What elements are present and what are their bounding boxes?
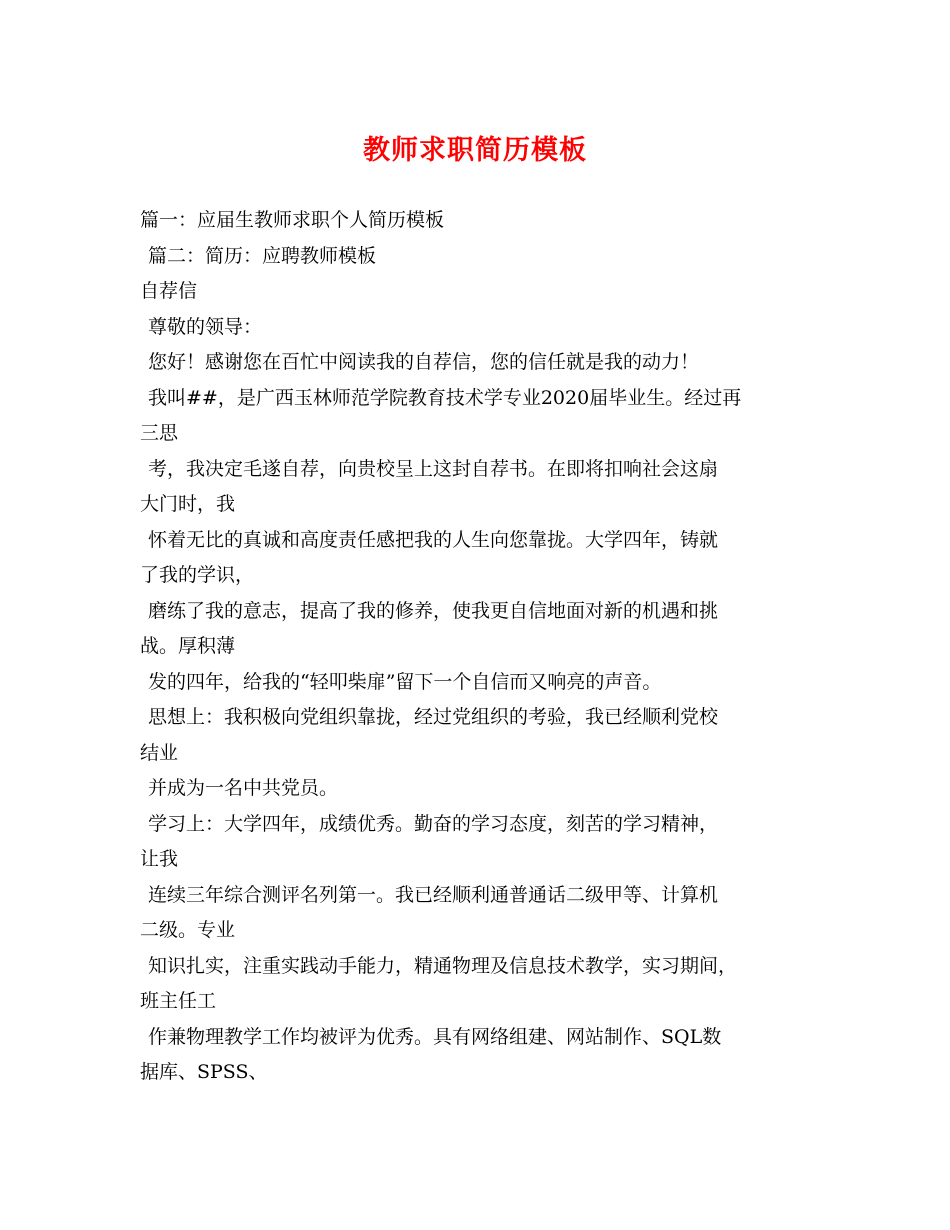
body-line: 据库、SPSS、 xyxy=(140,1061,268,1083)
body-line: 您好！感谢您在百忙中阅读我的自荐信，您的信任就是我的动力！ xyxy=(148,351,700,373)
body-line: 大门时，我 xyxy=(140,493,236,515)
body-line: 尊敬的领导： xyxy=(148,315,263,338)
body-line: 考，我决定毛遂自荐，向贵校呈上这封自荐书。在即将扣响社会这扇 xyxy=(148,457,719,480)
body-line: 让我 xyxy=(140,848,179,870)
body-line: 自荐信 xyxy=(140,280,198,302)
body-line: 怀着无比的真诚和高度责任感把我的人生向您靠拢。大学四年，铸就 xyxy=(148,528,719,551)
body-line: 三思 xyxy=(140,422,179,444)
body-line: 并成为一名中共党员。 xyxy=(148,777,339,799)
body-line: 发的四年，给我的“轻叩柴扉”留下一个自信而又响亮的声音。 xyxy=(148,670,662,693)
body-line: 结业 xyxy=(140,741,179,764)
body-line: 学习上：大学四年，成绩优秀。勤奋的学习态度，刻苦的学习精神， xyxy=(148,812,719,835)
document-title: 教师求职简历模板 xyxy=(363,135,587,166)
document-body xyxy=(140,203,830,1091)
body-line: 作兼物理教学工作均被评为优秀。具有网络组建、网站制作、SQL数 xyxy=(148,1025,722,1048)
body-line: 知识扎实，注重实践动手能力，精通物理及信息技术教学，实习期间， xyxy=(148,954,738,977)
body-line: 篇二：简历：应聘教师模板 xyxy=(148,244,377,267)
body-line: 连续三年综合测评名列第一。我已经顺利通普通话二级甲等、计算机 xyxy=(148,883,719,906)
body-line: 篇一：应届生教师求职个人简历模板 xyxy=(140,209,445,231)
body-line: 了我的学识， xyxy=(140,564,255,586)
body-line: 思想上：我积极向党组织靠拢，经过党组织的考验，我已经顺利党校 xyxy=(148,706,719,728)
body-line: 我叫##，是广西玉林师范学院教育技术学专业2020届毕业生。经过再 xyxy=(148,386,742,409)
body-line: 磨练了我的意志，提高了我的修养，使我更自信地面对新的机遇和挑 xyxy=(148,599,719,622)
body-line: 二级。专业 xyxy=(140,919,236,941)
body-line: 班主任工 xyxy=(140,990,217,1012)
body-line: 战。厚积薄 xyxy=(140,635,236,657)
